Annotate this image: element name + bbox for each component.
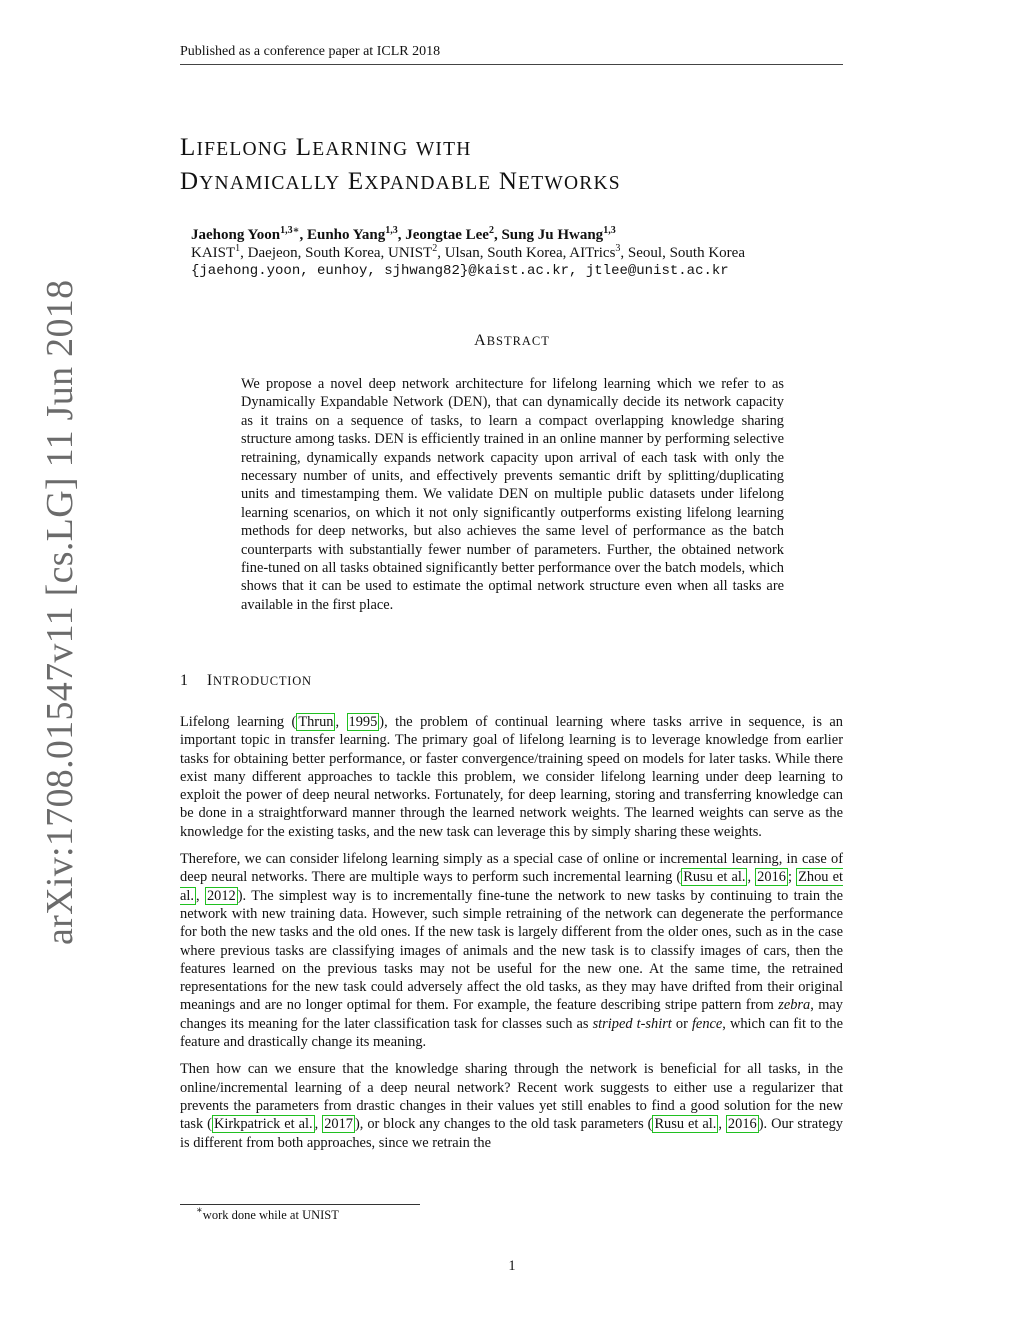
affiliations: KAIST$^1$, Daejeon, South Korea, UNIST$^2$, Ulsan, South Korea, AITrics$^3$, Seoul, South Korea	[191, 243, 745, 261]
footnote-divider	[180, 1204, 420, 1205]
citation-link[interactable]: Rusu et al.	[654, 1116, 717, 1133]
arxiv-stamp: arXiv:1708.01547v11 [cs.LG] 11 Jun 2018	[39, 279, 81, 945]
author-emails: {jaehong.yoon, eunhoy, sjhwang82}@kaist.ac.kr, jtlee@unist.ac.kr	[191, 263, 729, 279]
citation-link[interactable]: 2017	[324, 1116, 353, 1133]
citation-link[interactable]: Rusu et al.	[683, 869, 746, 886]
title-line-1: LIFELONG LEARNING WITH	[180, 134, 472, 161]
citation-link[interactable]: Zhou et al.	[180, 869, 843, 904]
paragraph-3: Then how can we ensure that the knowledge sharing through the network is beneficial for all tasks, in the online/incremental learning of a deep neural network? Recent work suggests to either use a regularizer that prevents the parameters from drastic changes in their values yet still enables to find a good solution for the new task ( Kirkpatrick et al. , 2017 ), or block any changes to the old task parameters ( Rusu et al. , 2016 ). Our strategy is different from both approaches, since we retrain the	[180, 1061, 843, 1151]
running-header: Published as a conference paper at ICLR 2018	[180, 44, 843, 65]
introduction-body	[180, 713, 843, 1161]
paragraph-1: Lifelong learning ( Thrun , 1995 ), the problem of continual learning where tasks arrive in sequence, is an important topic in transfer learning. The primary goal of lifelong learning is to leverage knowledge from earlier tasks for obtaining better performance, or faster convergence/training speed on models for later tasks. While there exist many different approaches to tackle this problem, we consider lifelong learning under deep learning to exploit the power of deep neural networks. Fortunately, for deep learning, storing and transferring knowledge can be done in a straightforward manner through the learned network weights. The learned weights can serve as the knowledge for the existing tasks, and the new task can leverage this by simply sharing these weights.	[180, 714, 843, 840]
citation-link[interactable]: 2016	[727, 1116, 757, 1133]
citation-link[interactable]: Thrun	[298, 714, 334, 730]
paper-title	[180, 132, 621, 200]
author-block	[191, 226, 891, 280]
author-names: Jaehong Yoon$^{1,3∗}$, Eunho Yang$^{1,3}$, Jeongtae Lee$^2$, Sung Ju Hwang$^{1,3}$	[191, 225, 616, 243]
citation-link[interactable]: 1995	[348, 714, 378, 730]
page-number: 1	[508, 1258, 516, 1274]
citation-link[interactable]: 2016	[757, 869, 786, 886]
section-heading-introduction: 1 INTRODUCTION	[180, 672, 312, 689]
paragraph-2: Therefore, we can consider lifelong learning simply as a special case of online or incremental learning, in case of deep neural networks. There are multiple ways to perform such incremental learning ( Rusu et al. , 2016 ; Zhou et al. , 2012 ). The simplest way is to incrementally fine-tune the network to new tasks by continuing to train the network with new training data. However, such simple retraining of the network can degenerate the performance for both the new tasks and the old ones. If the new task is largely different from the older ones, such as in the case where previous tasks are classifying images of animals and the new task is to classify images of cars, then the features learned on the previous tasks may not be useful for the new one. At the same time, the retrained representations for the new task could adversely affect the old tasks, as they may have drifted from their original meanings and are no longer optimal for them. For example, the feature describing stripe pattern from zebra, may changes its meaning for the later classification task for classes such as striped t-shirt or fence, which can fit to the feature and drastically change its meaning.	[180, 851, 843, 1051]
footnote: ∗work done while at UNIST	[196, 1205, 339, 1222]
abstract-text: We propose a novel deep network architecture for lifelong learning which we refer to as Dynamically Expandable Network (DEN), that can dynamically decide its network capacity as it trains on a sequence of tasks, to learn a compact overlapping knowledge sharing structure among tasks. DEN is efficiently trained in an online manner by performing selective retraining, dynamically expands network capacity upon arrival of each task with only the necessary number of units, and effectively prevents semantic drift by splitting/duplicating units and timestamping them. We validate DEN on multiple public datasets under lifelong learning scenarios, on which it not only significantly outperforms existing lifelong learning methods for deep networks, but also achieves the same level of performance as the batch counterparts with substantially fewer number of parameters. Further, the obtained network fine-tuned on all tasks obtained significantly better performance over the batch models, which shows that it can be used to estimate the optimal network structure even when all tasks are available in the first place.	[241, 376, 784, 613]
citation-link[interactable]: Kirkpatrick et al.	[213, 1116, 313, 1133]
abstract-heading: ABSTRACT	[474, 332, 550, 349]
title-line-2: DYNAMICALLY EXPANDABLE NETWORKS	[180, 168, 621, 195]
citation-link[interactable]: 2012	[206, 887, 236, 904]
